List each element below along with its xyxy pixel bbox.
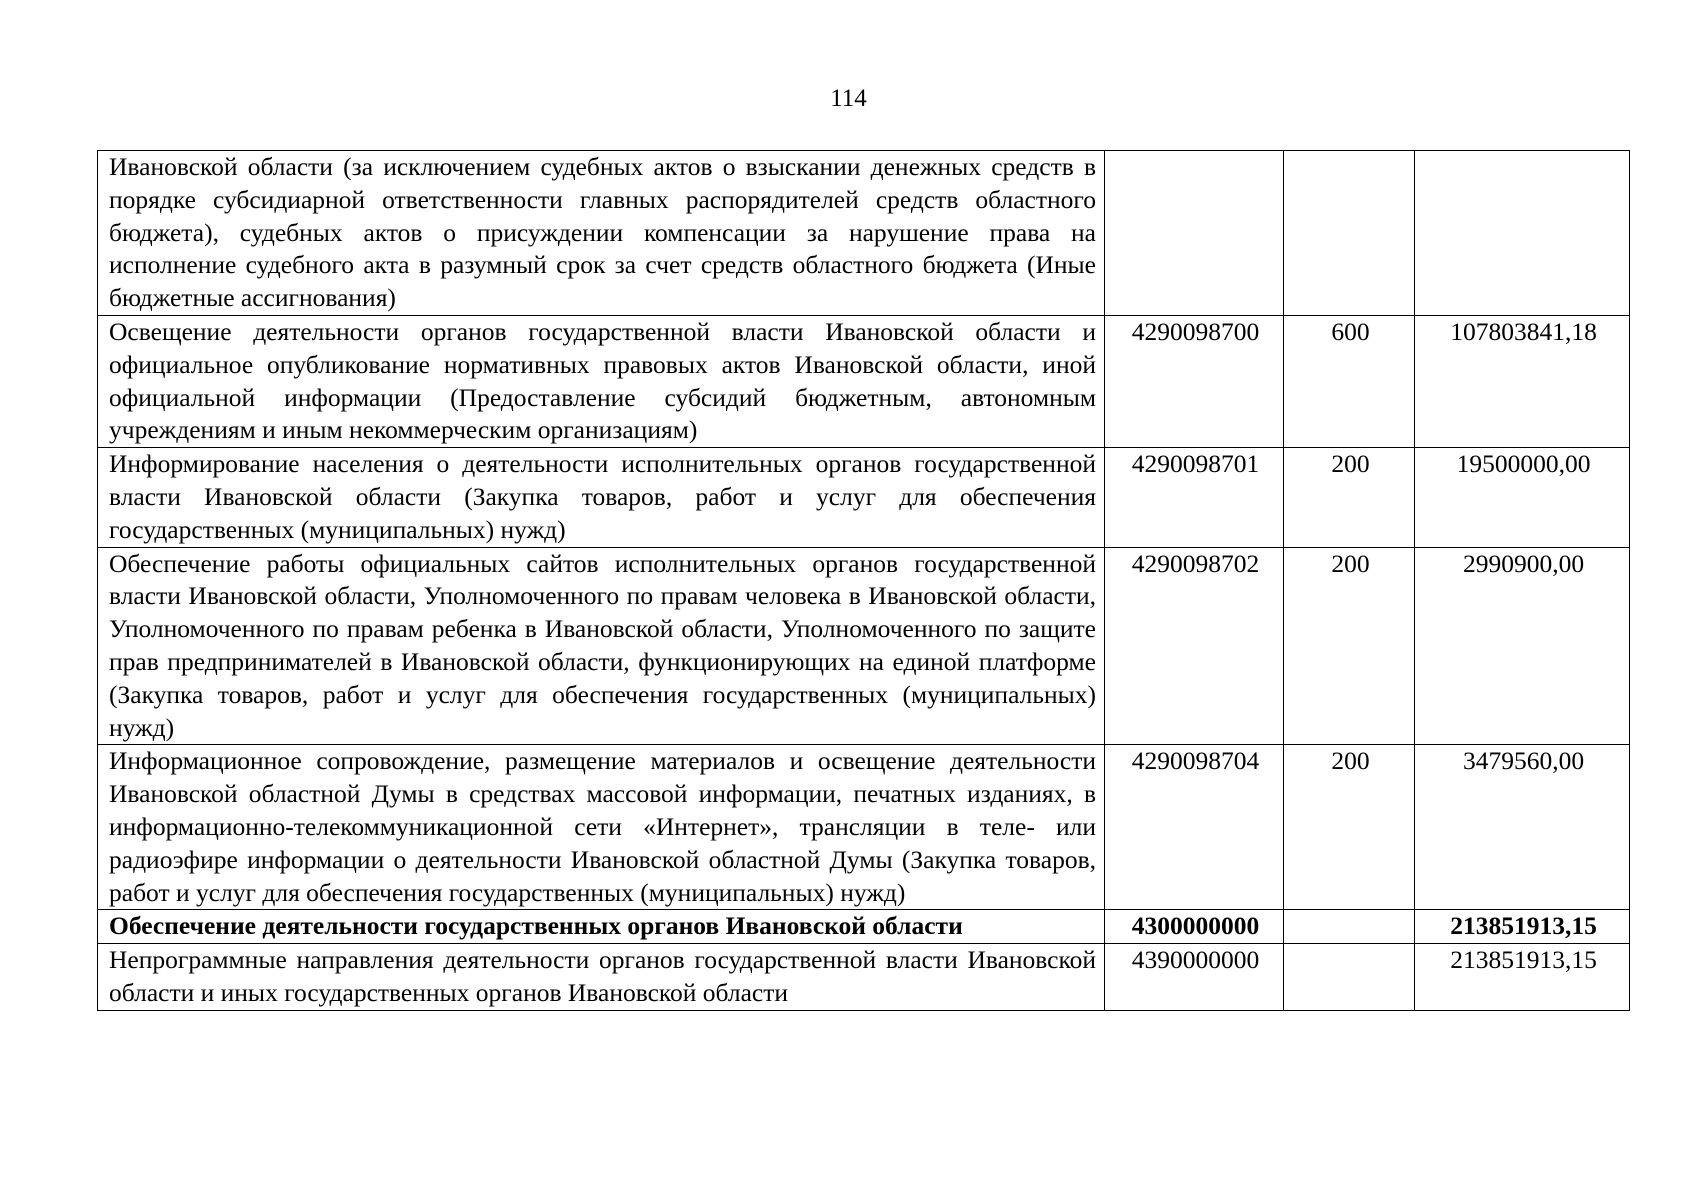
row-code: 4290098701 [1105, 448, 1284, 547]
page-number: 114 [830, 85, 867, 112]
budget-table [97, 150, 1630, 1011]
table-row [98, 745, 1630, 910]
row-name: Обеспечение деятельности государственных органов Ивановской области [98, 910, 1105, 944]
row-expense-type [1284, 944, 1415, 1011]
row-sum: 3479560,00 [1415, 745, 1630, 910]
row-name: Информирование населения о деятельности исполнительных органов государственной власти Ивановской области (Закупка товаров, работ и услуг для обеспечения государственных (муниципальных) нужд) [98, 448, 1105, 547]
table-row [98, 315, 1630, 447]
row-sum: 107803841,18 [1415, 315, 1630, 447]
row-sum: 213851913,15 [1415, 910, 1630, 944]
table-row [98, 547, 1630, 745]
row-name: Обеспечение работы официальных сайтов исполнительных органов государственной власти Ивановской области, Уполномоченного по правам человека в Ивановской области, Уполномоченного по правам ребенка в Ивановской области, Уполномоченного по защите прав предпринимателей в Ивановской области, функционирующих на единой платформе (Закупка товаров, работ и услуг для обеспечения государственных (муниципальных) нужд) [98, 547, 1105, 745]
row-sum: 19500000,00 [1415, 448, 1630, 547]
row-code: 4290098702 [1105, 547, 1284, 745]
row-expense-type: 200 [1284, 547, 1415, 745]
row-expense-type [1284, 910, 1415, 944]
row-sum: 2990900,00 [1415, 547, 1630, 745]
table-row [98, 448, 1630, 547]
table-row [98, 944, 1630, 1011]
row-name: Непрограммные направления деятельности органов государственной власти Ивановской области и иных государственных органов Ивановской области [98, 944, 1105, 1011]
row-name: Освещение деятельности органов государственной власти Ивановской области и официальное опубликование нормативных правовых актов Ивановской области, иной официальной информации (Предоставление субсидий бюджетным, автономным учреждениям и иным некоммерческим организациям) [98, 315, 1105, 447]
row-code: 4390000000 [1105, 944, 1284, 1011]
row-expense-type: 200 [1284, 448, 1415, 547]
table-row-section-total [98, 910, 1630, 944]
row-code: 4290098700 [1105, 315, 1284, 447]
row-sum [1415, 151, 1630, 316]
row-expense-type [1284, 151, 1415, 316]
row-code [1105, 151, 1284, 316]
row-code: 4300000000 [1105, 910, 1284, 944]
row-expense-type: 600 [1284, 315, 1415, 447]
row-name: Ивановской области (за исключением судебных актов о взыскании денежных средств в порядке субсидиарной ответственности главных распорядителей средств областного бюджета), судебных актов о присуждении компенсации за нарушение права на исполнение судебного акта в разумный срок за счет средств областного бюджета (Иные бюджетные ассигнования) [98, 151, 1105, 316]
row-expense-type: 200 [1284, 745, 1415, 910]
row-code: 4290098704 [1105, 745, 1284, 910]
row-sum: 213851913,15 [1415, 944, 1630, 1011]
row-name: Информационное сопровождение, размещение материалов и освещение деятельности Ивановской областной Думы в средствах массовой информации, печатных изданиях, в информационно-телекоммуникационной сети «Интернет», трансляции в теле- или радиоэфире информации о деятельности Ивановской областной Думы (Закупка товаров, работ и услуг для обеспечения государственных (муниципальных) нужд) [98, 745, 1105, 910]
table-row [98, 151, 1630, 316]
